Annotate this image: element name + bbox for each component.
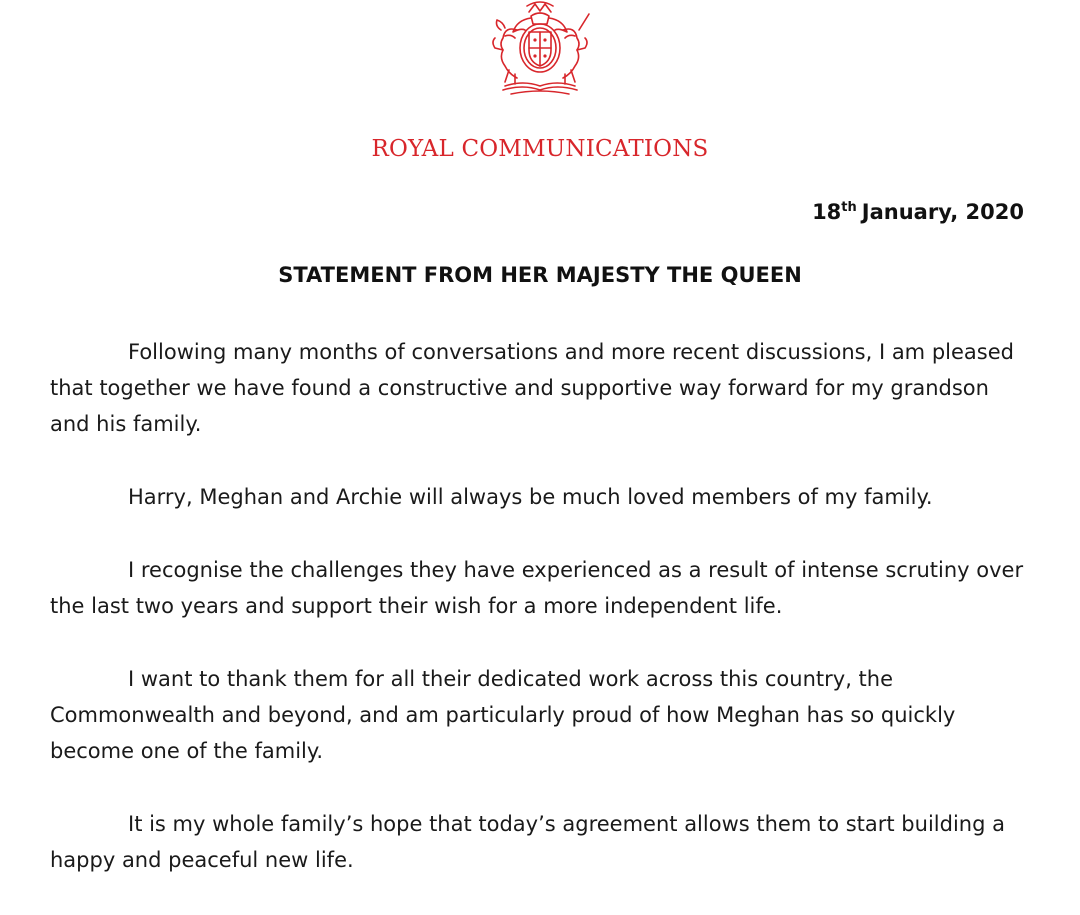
date-month-year: January, 2020: [861, 200, 1024, 224]
statement-title: STATEMENT FROM HER MAJESTY THE QUEEN: [278, 263, 802, 287]
statement-paragraph: Following many months of conversations and more recent discussions, I am pleased that together we have found a constructive and supportive way forward for my grandson and his family.: [50, 340, 1014, 436]
statement-date: [812, 200, 1024, 224]
statement-paragraph: I recognise the challenges they have experienced as a result of intense scrutiny over the last two years and support their wish for a more independent life.: [50, 558, 1024, 618]
statement-paragraph: Harry, Meghan and Archie will always be much loved members of my family.: [128, 485, 933, 509]
statement-paragraph: It is my whole family’s hope that today’s agreement allows them to start building a happy and peaceful new life.: [50, 812, 1005, 872]
statement-body: [50, 334, 1028, 915]
royal-coat-of-arms-icon: [465, 0, 615, 96]
organization-name: ROYAL COMMUNICATIONS: [371, 136, 709, 162]
statement-paragraph: I want to thank them for all their dedicated work across this country, the Commonwealth and beyond, and am particularly proud of how Meghan has so quickly become one of the family.: [50, 667, 956, 763]
date-suffix: th: [841, 200, 857, 215]
date-day: 18: [812, 200, 842, 224]
